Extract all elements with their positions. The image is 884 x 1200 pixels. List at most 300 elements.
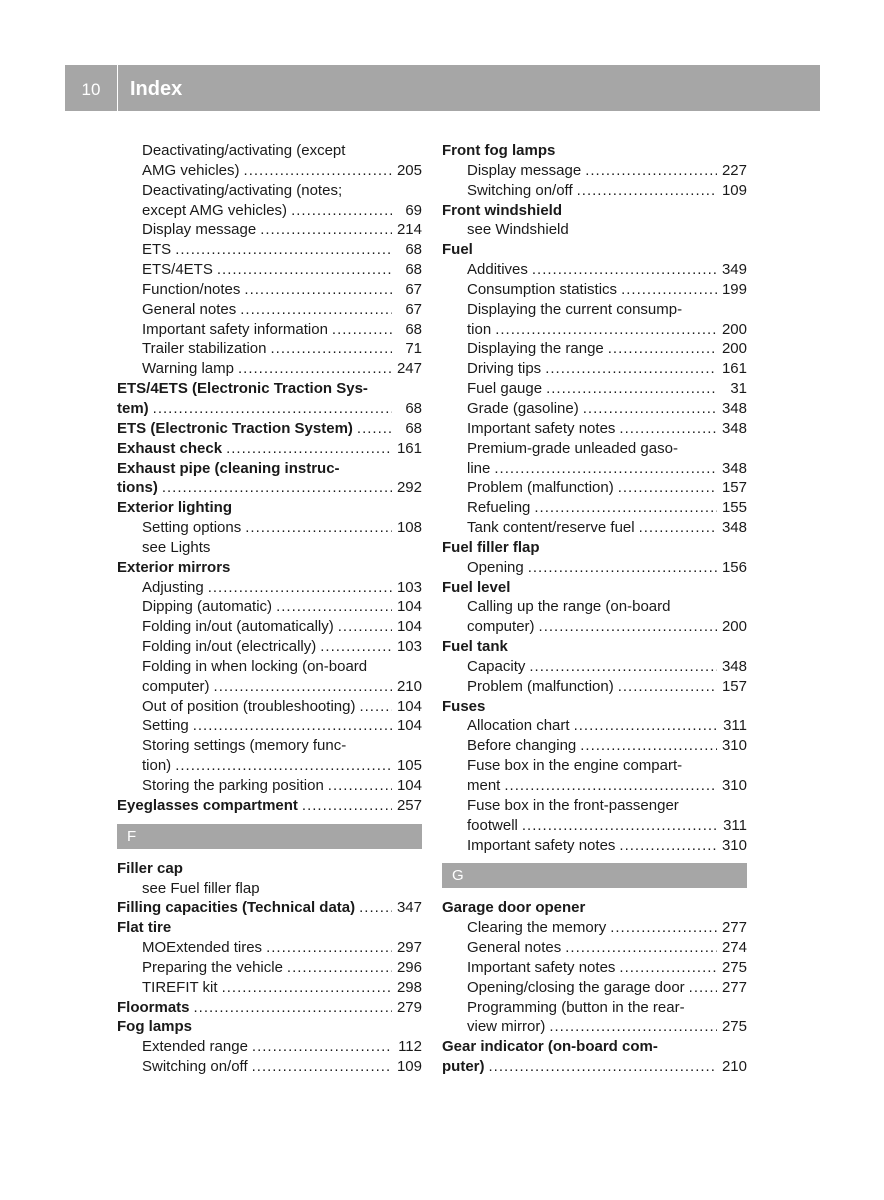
index-subentry [117,657,422,677]
index-entry [117,478,422,498]
index-entry [117,998,422,1018]
entry-page-number: 31 [730,380,747,398]
index-subentry [442,958,747,978]
entry-page-number: 155 [721,499,747,517]
entry-label: Problem (malfunction) [467,479,614,497]
entry-label: Consumption statistics [467,280,618,298]
section-heading: G [442,863,747,888]
entry-page-number: 310 [721,777,747,794]
index-subentry [442,1017,747,1037]
dot-leader [153,399,392,419]
entry-label: AMG vehicles) [142,161,240,179]
index-entry [117,1017,422,1037]
dot-leader [175,240,392,260]
entry-label: Allocation chart [467,717,570,735]
dot-leader [610,918,717,938]
entry-page-number: 277 [721,919,747,937]
entry-page-number: 200 [721,320,747,338]
dot-leader [208,578,392,598]
entry-label: Display message [467,161,582,179]
entry-label: Deactivating/activating (except [142,142,346,159]
index-subentry [117,201,422,221]
index-subentry [442,716,747,736]
entry-label: ETS/4ETS [142,261,213,279]
dot-leader [621,280,717,300]
index-subentry [442,161,747,181]
entry-page-number: 348 [721,519,747,537]
entry-page-number: 161 [396,439,422,457]
index-subentry [442,320,747,340]
dot-leader [495,320,717,340]
entry-page-number: 279 [396,998,422,1016]
entry-page-number: 109 [396,1058,422,1076]
dot-leader [240,300,392,320]
entry-label: Switching on/off [467,181,573,199]
entry-page-number: 199 [721,280,747,298]
entry-label: Important safety notes [467,419,616,437]
index-subentry [442,816,747,836]
index-column-right [442,141,747,1077]
entry-page-number: 214 [396,221,422,239]
entry-page-number: 347 [396,899,422,917]
entry-label: Exhaust pipe (cleaning instruc- [117,459,340,477]
entry-page-number: 109 [721,181,747,199]
index-subentry [442,459,747,479]
section-heading: F [117,824,422,849]
entry-label: line [467,459,491,477]
index-subentry [442,796,747,816]
dot-leader [489,1057,718,1077]
entry-label: Deactivating/activating (notes; [142,181,343,199]
index-entry [442,201,747,221]
index-subentry [117,958,422,978]
dot-leader [529,657,717,677]
entry-page-number: 310 [721,836,747,854]
entry-page-number: 311 [723,816,747,834]
entry-page-number: 275 [721,958,747,976]
entry-label: Tank content/reserve fuel [467,519,635,537]
entry-label: Front fog lamps [442,142,556,159]
entry-page-number: 68 [405,419,422,437]
index-subentry [117,736,422,756]
entry-label: computer) [142,677,210,695]
dot-leader [583,399,717,419]
entry-label: Fuel level [442,578,511,596]
entry-page-number: 67 [405,300,422,318]
entry-label: Driving tips [467,360,542,378]
dot-leader [504,776,717,796]
dot-leader [332,320,392,340]
dot-leader [539,617,717,637]
index-subentry [442,339,747,359]
entry-label: Important safety notes [467,958,616,976]
index-subentry [442,419,747,439]
index-entry [442,141,747,161]
index-subentry [117,538,422,558]
index-subentry [442,978,747,998]
index-subentry [117,978,422,998]
dot-leader [565,938,717,958]
entry-page-number: 105 [396,757,422,775]
entry-label: puter) [442,1058,485,1076]
dot-leader [162,478,392,498]
dot-leader [522,816,717,836]
entry-page-number: 274 [721,939,747,957]
entry-label: Displaying the range [467,340,604,358]
dot-leader [193,716,392,736]
index-entry [442,538,747,558]
index-subentry [442,918,747,938]
entry-label: Storing the parking position [142,777,324,794]
entry-label: Calling up the range (on-board [467,598,671,616]
dot-leader [689,978,717,998]
entry-page-number: 257 [396,796,422,814]
entry-label: Exterior mirrors [117,558,231,576]
entry-label: Fuel [442,241,473,259]
entry-page-number: 227 [721,161,747,179]
dot-leader [608,339,717,359]
dot-leader [252,1037,392,1057]
entry-label: see Fuel filler flap [142,879,260,897]
entry-label: Folding in/out (automatically) [142,618,334,636]
index-subentry [117,637,422,657]
entry-label: Filler cap [117,859,183,877]
entry-label: Fuse box in the front-passenger [467,796,679,814]
index-entry [442,697,747,717]
dot-leader [175,756,392,776]
index-subentry [442,181,747,201]
index-subentry [442,998,747,1018]
entry-page-number: 68 [405,241,422,259]
entry-page-number: 348 [721,657,747,675]
entry-page-number: 298 [396,978,422,996]
index-subentry [442,260,747,280]
entry-page-number: 67 [405,280,422,298]
dot-leader [618,478,717,498]
entry-page-number: 68 [405,261,422,279]
index-entry [117,918,422,938]
entry-label: Before changing [467,737,577,755]
index-subentry [117,1057,422,1077]
dot-leader [260,220,392,240]
dot-leader [549,1017,717,1037]
entry-label: tions) [117,479,158,497]
entry-label: Premium-grade unleaded gaso- [467,439,678,457]
entry-label: Fuel gauge [467,380,543,398]
page-title: Index [130,77,183,100]
entry-page-number: 157 [721,479,747,497]
index-subentry [117,240,422,260]
index-subentry [117,300,422,320]
index-subentry [442,359,747,379]
entry-label: tion [467,320,492,338]
entry-label: Warning lamp [142,360,234,378]
dot-leader [244,280,392,300]
index-subentry [442,736,747,756]
entry-label: Problem (malfunction) [467,677,614,695]
entry-label: Gear indicator (on-board com- [442,1038,658,1056]
entry-page-number: 210 [721,1058,747,1076]
entry-label: Exhaust check [117,439,223,457]
index-entry [117,419,422,439]
dot-leader [302,796,392,816]
entry-label: ETS (Electronic Traction System) [117,419,353,437]
index-subentry [442,439,747,459]
entry-page-number: 112 [398,1038,422,1056]
entry-page-number: 310 [721,737,747,755]
entry-label: Fuses [442,697,486,715]
entry-label: ETS/4ETS (Electronic Traction Sys- [117,380,368,398]
dot-leader [338,617,392,637]
dot-leader [245,518,392,538]
entry-label: Setting [142,717,189,735]
entry-page-number: 296 [396,958,422,976]
entry-page-number: 71 [405,340,422,358]
index-entry [117,459,422,479]
dot-leader [528,558,717,578]
dot-leader [619,419,717,439]
entry-label: Dipping (automatic) [142,598,273,616]
index-subentry [117,141,422,161]
index-subentry [117,597,422,617]
index-subentry [117,938,422,958]
entry-label: ETS [142,241,172,259]
entry-label: Grade (gasoline) [467,399,579,417]
dot-leader [244,161,392,181]
entry-label: Out of position (troubleshooting) [142,697,356,715]
entry-label: Trailer stabilization [142,340,267,358]
entry-label: Storing settings (memory func- [142,737,347,755]
dot-leader [271,339,393,359]
index-subentry [117,776,422,796]
entry-page-number: 157 [721,677,747,695]
entry-page-number: 103 [396,578,422,596]
index-entry [117,796,422,816]
index-subentry [442,220,747,240]
index-entry [442,898,747,918]
index-subentry [442,776,747,796]
dot-leader [222,978,392,998]
index-subentry [117,220,422,240]
index-subentry [117,161,422,181]
index-subentry [442,379,747,399]
entry-label: Filling capacities (Technical data) [117,899,356,917]
entry-label: Opening [467,558,524,576]
entry-label: Fog lamps [117,1018,193,1036]
index-subentry [442,300,747,320]
index-subentry [442,756,747,776]
entry-page-number: 156 [721,558,747,576]
index-entry [117,439,422,459]
index-entry [117,498,422,518]
entry-label: Fuel filler flap [442,538,540,556]
dot-leader [359,697,392,717]
dot-leader [287,958,392,978]
index-subentry [117,617,422,637]
index-subentry [117,756,422,776]
entry-label: see Lights [142,538,211,556]
index-entry [442,1037,747,1057]
entry-page-number: 210 [396,677,422,695]
dot-leader [534,498,717,518]
entry-page-number: 104 [396,598,422,616]
entry-label: Garage door opener [442,899,586,917]
index-subentry [117,518,422,538]
entry-label: tion) [142,757,172,775]
dot-leader [328,776,392,796]
entry-page-number: 247 [396,360,422,378]
entry-label: Extended range [142,1038,248,1056]
index-entry [442,578,747,598]
dot-leader [194,998,392,1018]
index-subentry [442,399,747,419]
index-subentry [442,677,747,697]
dot-leader [577,181,717,201]
index-subentry [442,617,747,637]
entry-label: Important safety information [142,320,328,338]
dot-leader [580,736,717,756]
dot-leader [618,677,717,697]
dot-leader [291,201,392,221]
index-subentry [442,280,747,300]
entry-label: Preparing the vehicle [142,958,283,976]
index-subentry [442,478,747,498]
entry-page-number: 349 [721,261,747,279]
dot-leader [585,161,717,181]
entry-page-number: 104 [396,717,422,735]
index-column-left [117,141,422,1077]
dot-leader [217,260,392,280]
index-subentry [442,597,747,617]
dot-leader [214,677,392,697]
dot-leader [238,359,392,379]
index-entry [117,399,422,419]
dot-leader [252,1057,392,1077]
entry-label: Setting options [142,519,242,537]
entry-page-number: 161 [721,360,747,378]
entry-label: Flat tire [117,919,172,937]
entry-page-number: 348 [721,399,747,417]
index-subentry [117,260,422,280]
entry-page-number: 108 [396,519,422,537]
index-subentry [442,657,747,677]
dot-leader [619,958,717,978]
index-entry [117,379,422,399]
entry-page-number: 205 [396,161,422,179]
index-subentry [117,677,422,697]
index-subentry [117,716,422,736]
entry-page-number: 297 [396,939,422,957]
entry-label: except AMG vehicles) [142,201,288,219]
entry-page-number: 348 [721,419,747,437]
entry-label: footwell [467,816,518,834]
entry-page-number: 68 [405,320,422,338]
index-subentry [117,578,422,598]
index-subentry [442,498,747,518]
entry-label: Front windshield [442,201,562,219]
index-subentry [117,359,422,379]
entry-label: Programming (button in the rear- [467,998,685,1016]
entry-label: Switching on/off [142,1058,248,1076]
dot-leader [359,898,392,918]
entry-label: General notes [142,300,237,318]
entry-label: Display message [142,221,257,239]
dot-leader [532,260,717,280]
index-subentry [117,280,422,300]
entry-label: Folding in/out (electrically) [142,638,317,656]
dot-leader [546,379,717,399]
index-subentry [442,558,747,578]
dot-leader [276,597,392,617]
entry-label: TIREFIT kit [142,978,218,996]
entry-label: General notes [467,939,562,957]
entry-label: Fuel tank [442,638,508,656]
index-entry [117,558,422,578]
dot-leader [545,359,717,379]
index-subentry [117,339,422,359]
index-entry [442,637,747,657]
entry-label: Opening/closing the garage door [467,978,685,996]
entry-label: MOExtended tires [142,939,263,957]
dot-leader [494,459,717,479]
index-subentry [117,1037,422,1057]
entry-label: Exterior lighting [117,499,233,517]
entry-page-number: 200 [721,340,747,358]
entry-label: Floormats [117,998,190,1016]
dot-leader [639,518,717,538]
entry-page-number: 104 [396,697,422,715]
entry-page-number: 68 [405,399,422,417]
dot-leader [619,836,717,856]
entry-label: ment [467,777,501,794]
entry-label: view mirror) [467,1018,546,1036]
entry-label: Refueling [467,499,531,517]
entry-page-number: 69 [405,201,422,219]
entry-page-number: 104 [396,618,422,636]
entry-label: Important safety notes [467,836,616,854]
index-subentry [442,938,747,958]
index-subentry [442,836,747,856]
dot-leader [357,419,392,439]
index-subentry [117,697,422,717]
entry-label: computer) [467,618,535,636]
entry-label: tem) [117,399,149,417]
index-subentry [117,320,422,340]
entry-page-number: 292 [396,479,422,497]
index-subentry [117,181,422,201]
entry-label: Folding in when locking (on-board [142,657,368,675]
entry-label: Fuse box in the engine compart- [467,757,683,775]
entry-label: Additives [467,261,528,279]
entry-label: Eyeglasses compartment [117,796,298,814]
index-subentry [117,879,422,899]
page-number: 10 [81,80,101,99]
index-entry [117,859,422,879]
dot-leader [320,637,392,657]
entry-page-number: 311 [723,717,747,735]
entry-page-number: 277 [721,978,747,996]
entry-page-number: 104 [396,777,422,794]
entry-label: Function/notes [142,280,241,298]
entry-label: see Windshield [467,221,569,239]
entry-label: Capacity [467,657,526,675]
entry-label: Adjusting [142,578,204,596]
entry-page-number: 200 [721,618,747,636]
index-entry [442,240,747,260]
dot-leader [226,439,392,459]
entry-label: Clearing the memory [467,919,607,937]
entry-page-number: 275 [721,1018,747,1036]
